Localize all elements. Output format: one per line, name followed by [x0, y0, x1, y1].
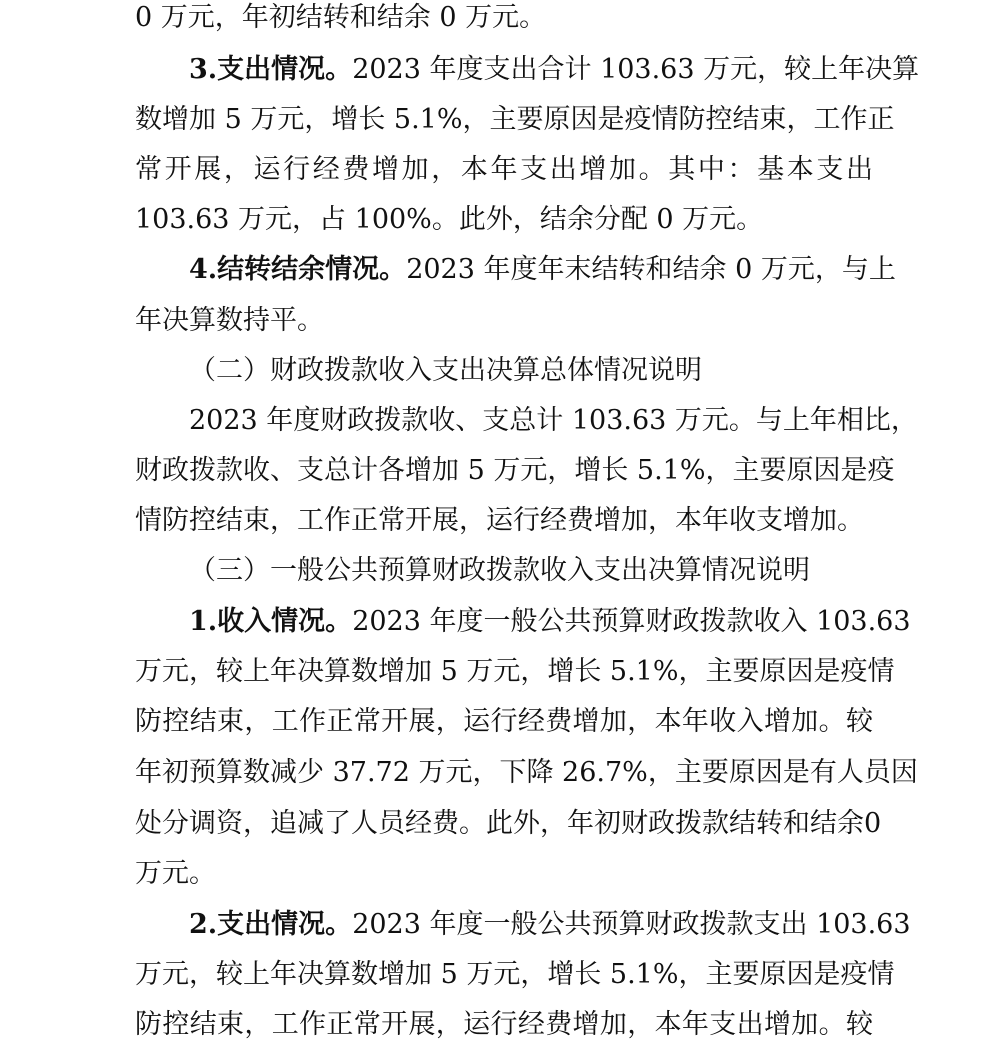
- section-lead: 2.支出情况。: [189, 909, 353, 940]
- line-text: 常开展，运行经费增加，本年支出增加。其中：基本支出: [135, 154, 873, 185]
- section-heading: [189, 346, 873, 396]
- line-text: 2023 年度一般公共预算财政拨款收入 103.63: [352, 606, 911, 637]
- line-text: 年初预算数减少 37.72 万元，下降 26.7%，主要原因是有人员因: [135, 757, 918, 788]
- section-lead: 1.收入情况。: [189, 606, 353, 637]
- line-text: 财政拨款收、支总计各增加 5 万元，增长 5.1%，主要原因是疫: [135, 455, 895, 486]
- section-lead: 3.支出情况。: [189, 54, 353, 85]
- paragraph-line: [135, 145, 873, 195]
- section-lead: 4.结转结余情况。: [189, 254, 407, 285]
- line-text: 0 万元，年初结转和结余 0 万元。: [135, 2, 547, 33]
- line-text: 年决算数持平。: [135, 305, 324, 336]
- section-heading: [189, 546, 873, 596]
- paragraph-line: [135, 496, 873, 546]
- paragraph-line: [135, 748, 918, 798]
- paragraph-line: [135, 195, 873, 245]
- line-text: 万元。: [135, 858, 216, 889]
- paragraph-line: [135, 0, 873, 43]
- line-text: 数增加 5 万元，增长 5.1%，主要原因是疫情防控结束，工作正: [135, 104, 895, 135]
- line-text: 103.63 万元，占 100%。此外，结余分配 0 万元。: [135, 204, 764, 235]
- paragraph-line: [189, 245, 896, 295]
- line-text: 情防控结束，工作正常开展，运行经费增加，本年收支增加。: [135, 505, 864, 536]
- line-text: 万元，较上年决算数增加 5 万元，增长 5.1%，主要原因是疫情: [135, 656, 895, 687]
- paragraph-line: [135, 1000, 873, 1050]
- paragraph-line: [189, 396, 918, 446]
- line-text: 万元，较上年决算数增加 5 万元，增长 5.1%，主要原因是疫情: [135, 959, 895, 990]
- paragraph-line: [135, 95, 895, 145]
- line-text: 2023 年度年末结转和结余 0 万元，与上: [406, 254, 896, 285]
- heading-text: （二）财政拨款收入支出决算总体情况说明: [189, 355, 702, 386]
- paragraph-line: [135, 849, 873, 899]
- line-text: 2023 年度一般公共预算财政拨款支出 103.63: [352, 909, 911, 940]
- paragraph-line: [189, 45, 920, 95]
- line-text: 防控结束，工作正常开展，运行经费增加，本年收入增加。较: [135, 706, 873, 737]
- line-text: 处分调资，追减了人员经费。此外，年初财政拨款结转和结余0: [135, 808, 882, 839]
- paragraph-line: [135, 446, 895, 496]
- line-text: 2023 年度支出合计 103.63 万元，较上年决算: [352, 54, 920, 85]
- paragraph-line: [135, 296, 873, 346]
- heading-text: （三）一般公共预算财政拨款收入支出决算情况说明: [189, 555, 810, 586]
- paragraph-line: [135, 647, 895, 697]
- line-text: 2023 年度财政拨款收、支总计 103.63 万元。与上年相比，: [189, 405, 918, 436]
- paragraph-line: [189, 900, 911, 950]
- paragraph-line: [135, 950, 895, 1000]
- paragraph-line: [135, 799, 882, 849]
- paragraph-line: [135, 697, 873, 747]
- line-text: 防控结束，工作正常开展，运行经费增加，本年支出增加。较: [135, 1009, 873, 1040]
- paragraph-line: [189, 597, 911, 647]
